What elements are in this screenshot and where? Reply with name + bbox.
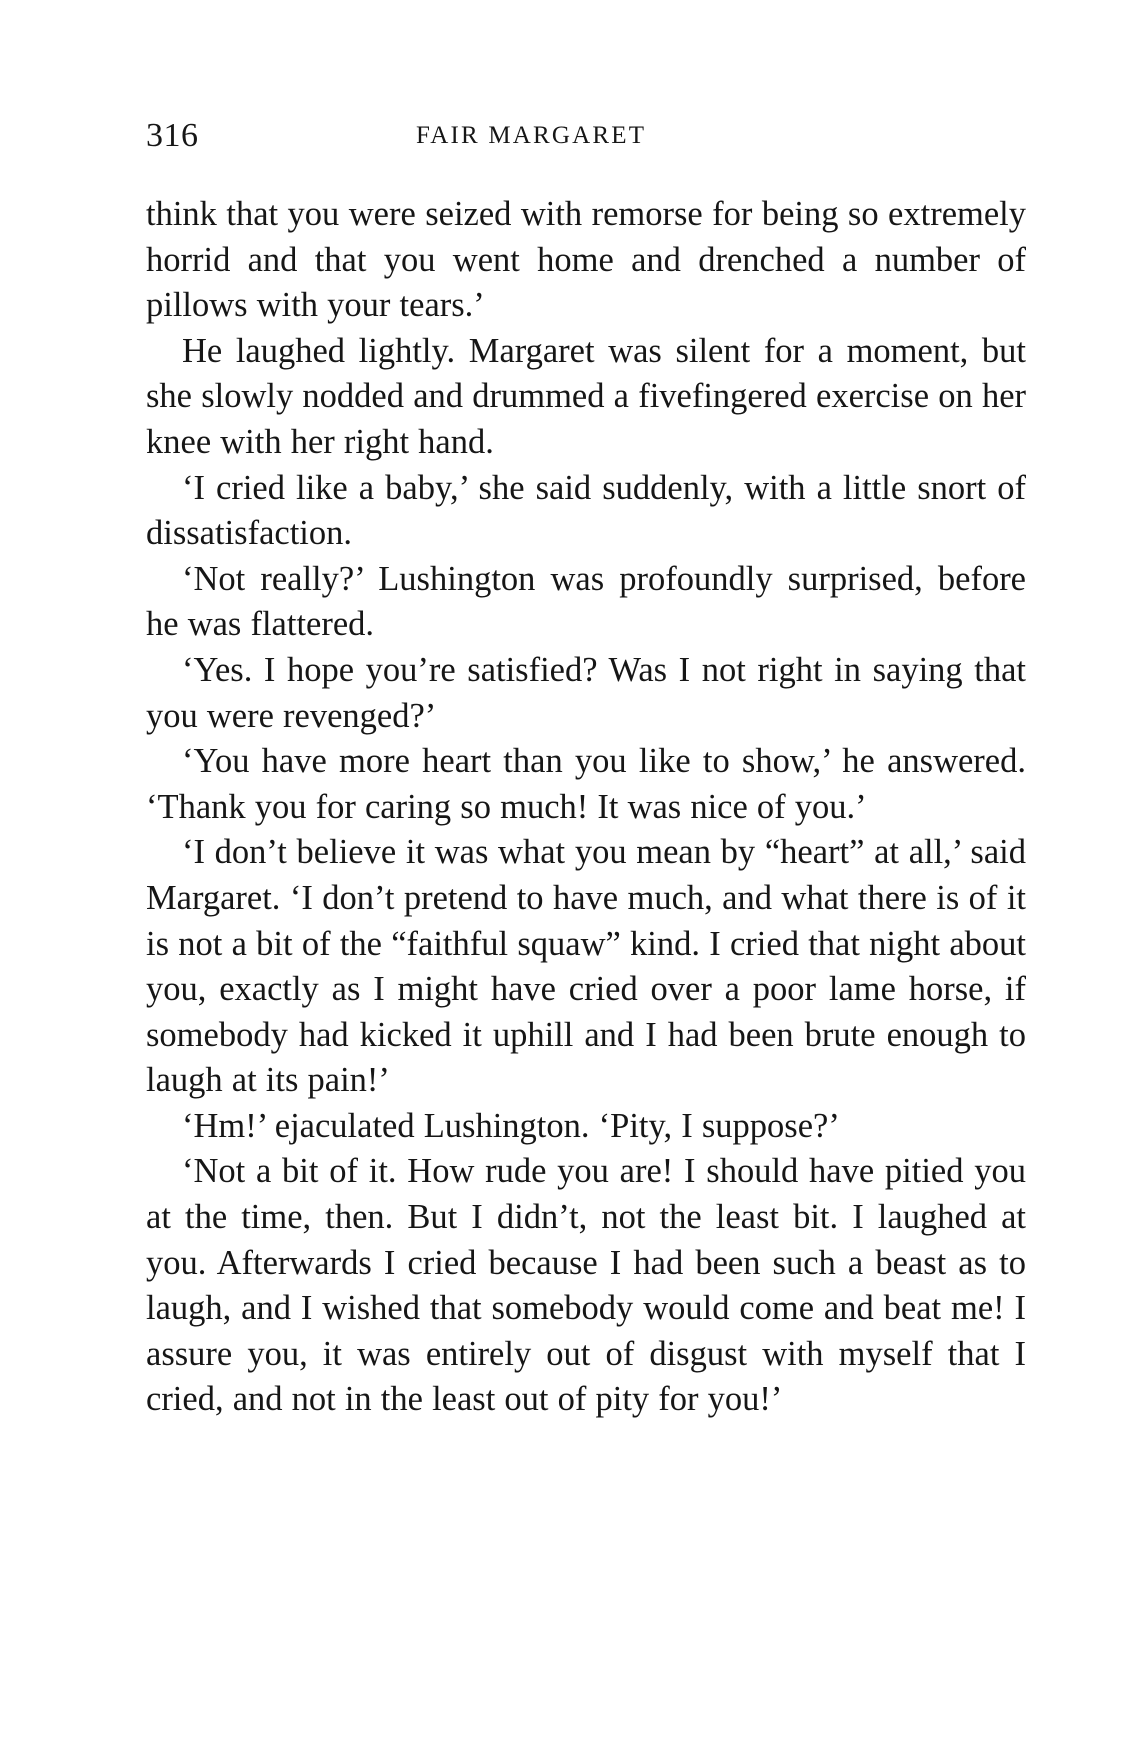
paragraph: ‘Not a bit of it. How rude you are! I should have pitied you at the time, then. But I didn’t, not the least bit. I laughed at you. Afterwards I cried because I had been such a beast as to laugh, and I wished that somebody would come and beat me! I assure you, it was entirely out of disgust with myself that I cried, and not in the least out of pity for you!’ [146,1152,1026,1419]
paragraph: ‘I don’t believe it was what you mean by “heart” at all,’ said Margaret. ‘I don’t pretend to have much, and what there is of it is not a bit of the “faithful squaw” kind. I cried that night about you, exactly as I might have cried over a poor lame horse, if somebody had kicked it uphill and I had been brute enough to laugh at its pain!’ [146,833,1026,1100]
page-number: 316 [146,117,199,154]
paragraph: He laughed lightly. Margaret was silent for a moment, but she slowly nodded and drummed a fivefingered exercise on her knee with her right hand. [146,331,1026,461]
paragraph: ‘I cried like a baby,’ she said suddenly, with a little snort of dissatisfaction. [146,468,1026,553]
paragraph-continued: think that you were seized with remorse for being so extremely horrid and that you went home and drenched a number of pillows with your tears.’ [146,195,1026,325]
paragraph: ‘Not really?’ Lushington was profoundly surprised, before he was flattered. [146,559,1026,644]
paragraph: ‘You have more heart than you like to show,’ he answered. ‘Thank you for caring so much! It was nice of you.’ [146,742,1026,826]
paragraph: ‘Hm!’ ejaculated Lushington. ‘Pity, I suppose?’ [182,1106,840,1145]
running-head [146,112,1026,160]
body-text [146,192,1026,1423]
paragraph: ‘Yes. I hope you’re satisfied? Was I not right in saying that you were revenged?’ [146,650,1026,735]
running-title: FAIR MARGARET [416,122,647,149]
